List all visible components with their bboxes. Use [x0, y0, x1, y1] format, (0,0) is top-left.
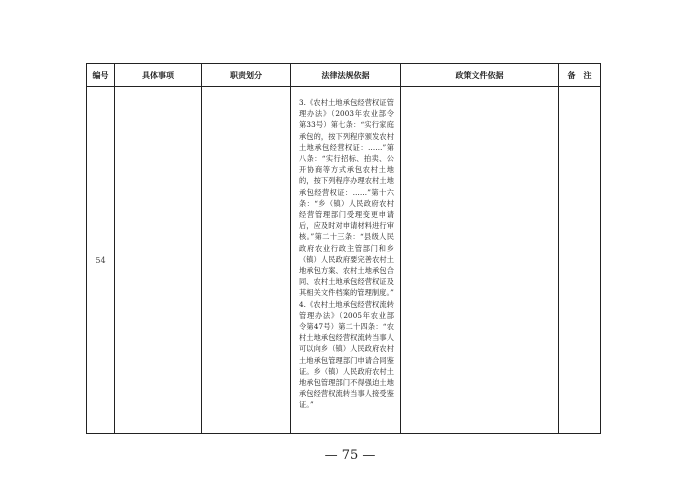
row-division-cell — [202, 87, 291, 434]
row-number: 54 — [87, 87, 115, 434]
header-number: 编号 — [87, 64, 115, 87]
row-item-cell — [115, 87, 202, 434]
header-policy-basis: 政策文件依据 — [401, 64, 559, 87]
law-text — [291, 87, 400, 411]
law-paragraph-4: 4.《农村土地承包经营权流转管理办法》（2005年农业部令第47号）第二十四条：“农村土地承包经营权流转当事人可以向乡（镇）人民政府农村土地承包管理部门申请合同鉴证。乡（镇）人民政府农村土地承包管理部门不得强迫土地承包经营权流转当事人接受鉴证。” — [299, 299, 394, 410]
row-policy-cell — [401, 87, 559, 434]
table-header-row — [87, 64, 601, 87]
header-remark: 备 注 — [559, 64, 601, 87]
page-number: — 75 — — [324, 448, 376, 463]
responsibility-table — [86, 63, 601, 434]
header-item: 具体事项 — [115, 64, 202, 87]
header-division: 职责划分 — [202, 64, 291, 87]
table-row — [87, 87, 601, 434]
law-paragraph-3: 3.《农村土地承包经营权证管理办法》（2003年农业部令第33号）第七条：“实行家庭承包的，按下列程序颁发农村土地承包经营权证：……”第八条：“实行招标、拍卖、公开协商等方式承包农村土地的，按下列程序办理农村土地承包经营权证：……”第十六条：“乡（镇）人民政府农村经营管理部门受理变更申请后，应及时对申请材料进行审核。”第二十三条：“县级人民政府农业行政主管部门和乡（镇）人民政府要完善农村土地承包方案、农村土地承包合同、农村土地承包经营权证及其相关文件档案的管理制度。” — [299, 98, 394, 298]
row-law-cell — [291, 87, 401, 434]
row-remark-cell — [559, 87, 601, 434]
header-law-basis: 法律法规依据 — [291, 64, 401, 87]
